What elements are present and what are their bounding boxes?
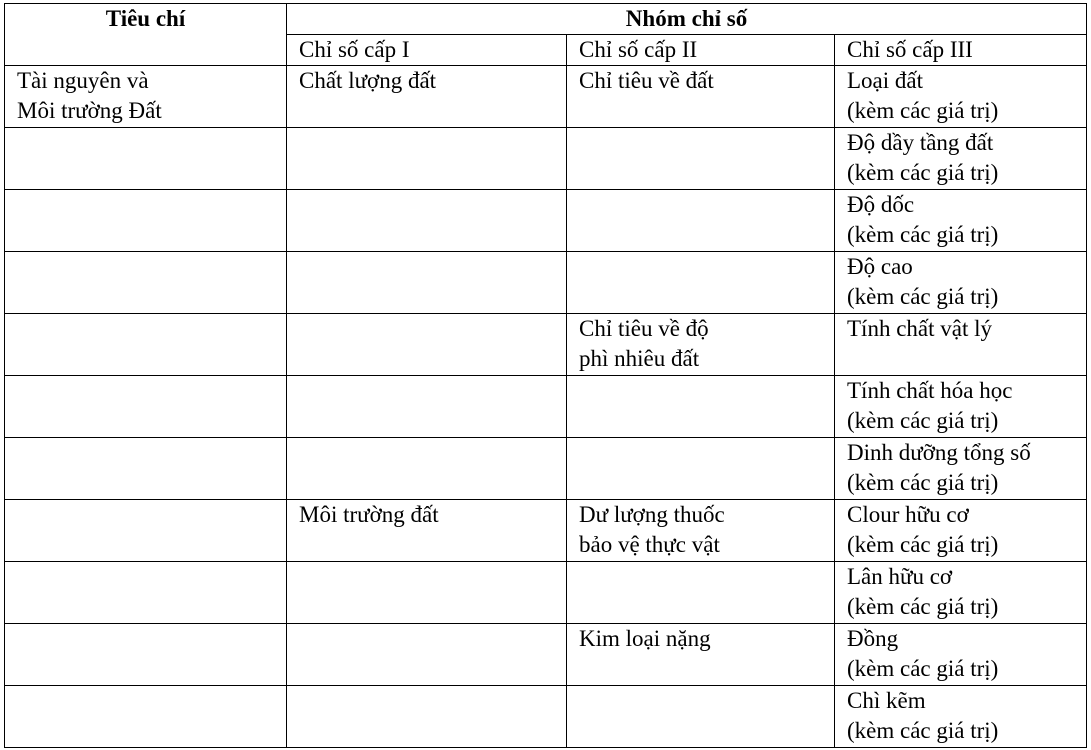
header-level-1: Chỉ số cấp I [287, 35, 567, 66]
level-3-cell: Clour hữu cơ (kèm các giá trị) [835, 500, 1087, 562]
table-row [5, 562, 1087, 624]
level-2-cell [567, 128, 835, 190]
criteria-cell [5, 562, 287, 624]
criteria-cell [5, 624, 287, 686]
header-level-3: Chỉ số cấp III [835, 35, 1087, 66]
level-3-cell: Độ dầy tầng đất (kèm các giá trị) [835, 128, 1087, 190]
level-2-cell [567, 438, 835, 500]
level-1-cell [287, 376, 567, 438]
level-2-cell [567, 376, 835, 438]
level-2-cell [567, 190, 835, 252]
level-1-cell [287, 686, 567, 748]
level-3-cell: Tính chất vật lý [835, 314, 1087, 376]
level-2-cell [567, 686, 835, 748]
level-3-cell: Lân hữu cơ (kèm các giá trị) [835, 562, 1087, 624]
level-1-cell [287, 562, 567, 624]
table-row [5, 190, 1087, 252]
level-3-cell: Dinh dưỡng tổng số (kèm các giá trị) [835, 438, 1087, 500]
criteria-cell [5, 686, 287, 748]
table-row [5, 624, 1087, 686]
level-1-cell [287, 252, 567, 314]
level-1-cell [287, 438, 567, 500]
indicator-table [4, 3, 1087, 748]
level-1-cell [287, 190, 567, 252]
table-row [5, 252, 1087, 314]
table-row [5, 500, 1087, 562]
criteria-cell [5, 438, 287, 500]
header-row [5, 4, 1087, 35]
table-row [5, 314, 1087, 376]
level-3-cell: Loại đất (kèm các giá trị) [835, 66, 1087, 128]
table-row [5, 66, 1087, 128]
table-row [5, 686, 1087, 748]
level-2-cell: Chỉ tiêu về độ phì nhiêu đất [567, 314, 835, 376]
level-2-cell [567, 562, 835, 624]
criteria-cell [5, 252, 287, 314]
level-1-cell [287, 624, 567, 686]
level-2-cell: Kim loại nặng [567, 624, 835, 686]
level-2-cell: Dư lượng thuốc bảo vệ thực vật [567, 500, 835, 562]
level-1-cell [287, 314, 567, 376]
criteria-cell: Tài nguyên và Môi trường Đất [5, 66, 287, 128]
criteria-cell [5, 314, 287, 376]
level-3-cell: Đồng (kèm các giá trị) [835, 624, 1087, 686]
table-row [5, 438, 1087, 500]
table-row [5, 128, 1087, 190]
level-1-cell: Môi trường đất [287, 500, 567, 562]
level-1-cell: Chất lượng đất [287, 66, 567, 128]
level-3-cell: Độ cao (kèm các giá trị) [835, 252, 1087, 314]
criteria-cell [5, 128, 287, 190]
level-2-cell [567, 252, 835, 314]
level-3-cell: Độ dốc (kèm các giá trị) [835, 190, 1087, 252]
criteria-cell [5, 500, 287, 562]
level-2-cell: Chỉ tiêu về đất [567, 66, 835, 128]
level-1-cell [287, 128, 567, 190]
criteria-cell [5, 190, 287, 252]
header-level-2: Chỉ số cấp II [567, 35, 835, 66]
header-indicator-group: Nhóm chỉ số [287, 4, 1087, 35]
criteria-cell [5, 376, 287, 438]
level-3-cell: Chì kẽm (kèm các giá trị) [835, 686, 1087, 748]
level-3-cell: Tính chất hóa học (kèm các giá trị) [835, 376, 1087, 438]
header-criteria: Tiêu chí [5, 4, 287, 66]
table-row [5, 376, 1087, 438]
